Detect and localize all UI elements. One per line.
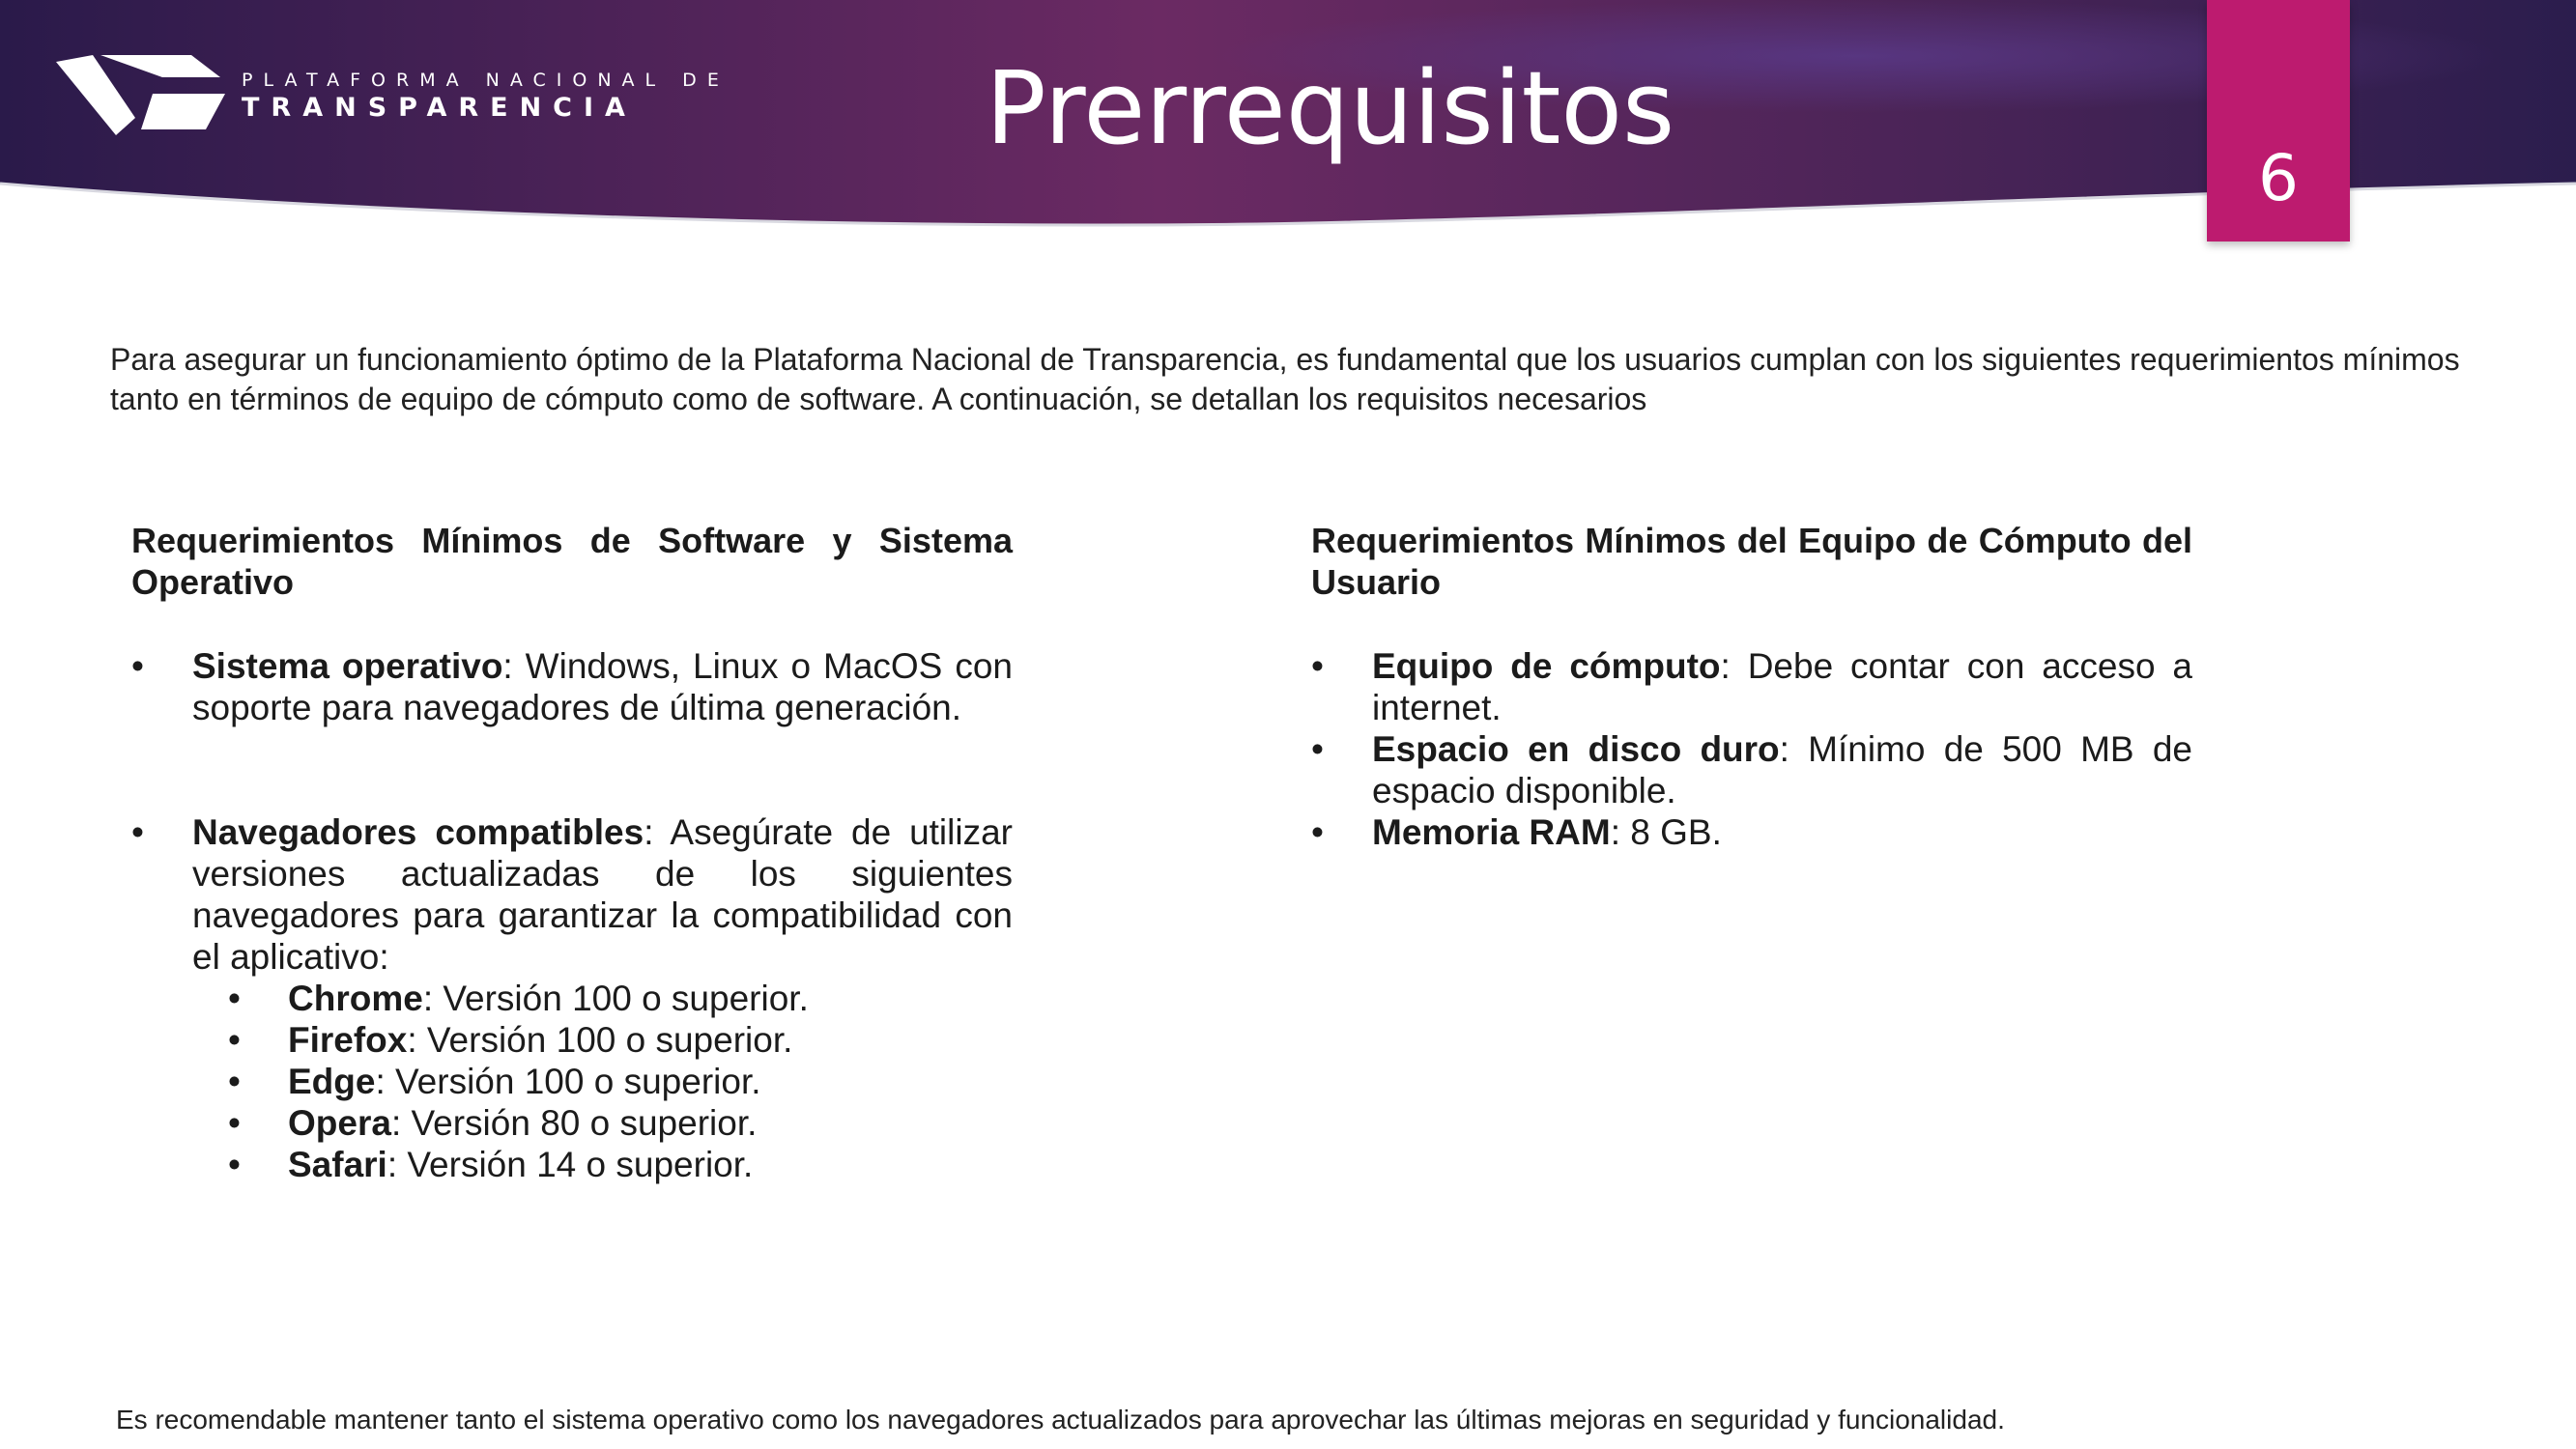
list-item [131,811,1013,1185]
bullet-icon: • [131,646,144,686]
software-heading: Requerimientos Mínimos de Software y Sistema Operativo [131,521,1013,602]
browser-text: : Versión 14 o superior. [386,1145,754,1184]
browser-item-firefox [228,1019,1013,1061]
item-label: Memoria RAM [1372,812,1611,852]
browser-text: : Versión 100 o superior. [407,1020,793,1060]
list-item [131,645,1013,728]
software-requirements [131,520,1013,1185]
list-item [1311,645,2192,728]
item-text: : Debe contar con acceso a internet. [1372,646,2192,727]
hardware-list [1311,645,2192,853]
browser-list [192,978,1013,1185]
page-number-tab [2207,0,2350,242]
page-number: 6 [2258,141,2299,215]
item-text: : 8 GB. [1610,812,1722,852]
hardware-heading: Requerimientos Mínimos del Equipo de Cómputo del Usuario [1311,521,2192,602]
bullet-icon: • [228,1020,241,1060]
bullet-icon: • [228,1103,241,1143]
bullet-icon: • [1311,812,1324,852]
footer-note: Es recomendable mantener tanto el sistema operativo como los navegadores actualizados para aprovechar las últimas mejoras en seguridad y funcionalidad. [116,1405,2005,1435]
item-text: : Windows, Linux o MacOS con soporte para navegadores de última generación. [192,646,1013,727]
bullet-icon: • [228,1062,241,1101]
list-item [1311,728,2192,811]
browser-label: Opera [288,1103,391,1143]
bullet-icon: • [228,979,241,1018]
item-label: Sistema operativo [192,646,503,686]
bullet-icon: • [228,1145,241,1184]
item-label: Equipo de cómputo [1372,646,1721,686]
item-label: Espacio en disco duro [1372,729,1780,769]
browser-label: Safari [288,1145,387,1184]
browser-text: : Versión 80 o superior. [390,1103,758,1143]
browser-item-safari [228,1144,1013,1185]
browser-item-edge [228,1061,1013,1102]
brand-line-1: PLATAFORMA NACIONAL DE [242,70,730,91]
transparencia-logo-icon [46,50,230,142]
browser-item-opera [228,1102,1013,1144]
item-label: Navegadores compatibles [192,812,644,852]
browser-text: : Versión 100 o superior. [422,979,809,1018]
browser-label: Firefox [288,1020,408,1060]
list-item [1311,811,2192,853]
browser-label: Edge [288,1062,376,1101]
brand-line-2: TRANSPARENCIA [242,93,637,123]
browser-text: : Versión 100 o superior. [375,1062,761,1101]
item-text: : Mínimo de 500 MB de espacio disponible. [1372,729,2192,810]
browser-item-chrome [228,978,1013,1019]
bullet-icon: • [1311,646,1324,686]
slide-title: Prerrequisitos [986,49,1675,167]
hardware-requirements [1311,520,2192,853]
browser-label: Chrome [288,979,423,1018]
intro-paragraph: Para asegurar un funcionamiento óptimo de la Plataforma Nacional de Transparencia, es fundamental que los usuarios cumplan con los siguientes requerimientos mínimos tanto en términos de equipo de cómputo como de software. A continuación, se detallan los requisitos necesarios [110,342,2460,416]
bullet-icon: • [131,812,144,852]
item-text: : Asegúrate de utilizar versiones actualizadas de los siguientes navegadores para garantizar la compatibilidad con el aplicativo: [192,812,1013,977]
bullet-icon: • [1311,729,1324,769]
software-list [131,645,1013,1185]
